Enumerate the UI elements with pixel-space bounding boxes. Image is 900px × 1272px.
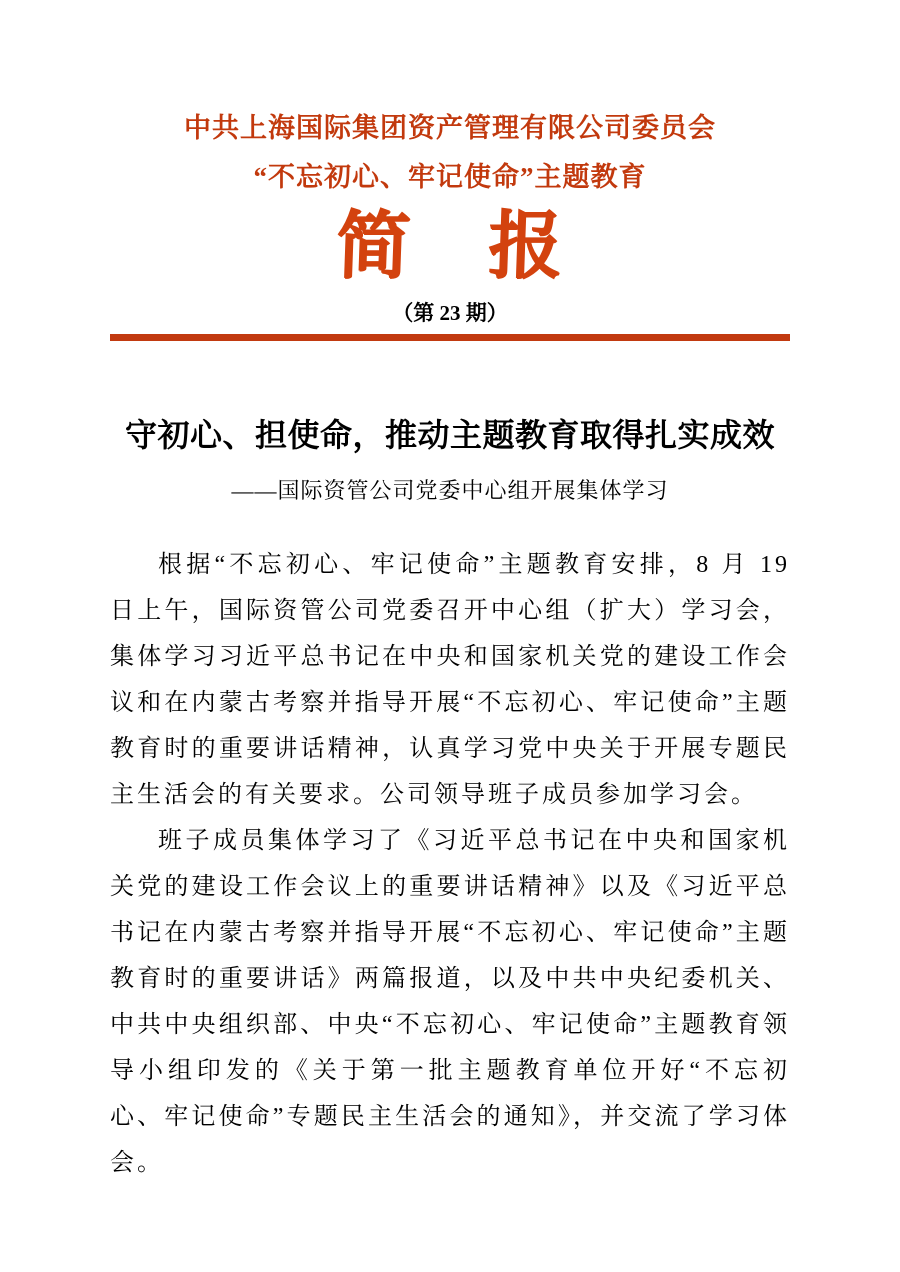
body-paragraph-2: 班子成员集体学习了《习近平总书记在中央和国家机关党的建设工作会议上的重要讲话精神》以及《习近平总书记在内蒙古考察并指导开展“不忘初心、牢记使命”主题教育时的重要讲话》两篇报道，以及中共中央纪委机关、中共中央组织部、中央“不忘初心、牢记使命”主题教育领导小组印发的《关于第一批主题教育单位开好“不忘初心、牢记使命”专题民主生活会的通知》，并交流了学习体会。 (110, 828, 790, 1177)
masthead-title: 简 报 (334, 206, 566, 288)
article-headline: 守初心、担使命，推动主题教育取得扎实成效 (124, 417, 775, 453)
body-paragraph-1: 根据“不忘初心、牢记使命”主题教育安排，8 月 19 日上午，国际资管公司党委召开中心组（扩大）学习会，集体学习习近平总书记在中央和国家机关党的建设工作会议和在内蒙古考察并指导开展“不忘初心、牢记使命”主题教育时的重要讲话精神，认真学习党中央关于开展专题民主生活会的有关要求。公司领导班子成员参加学习会。 (110, 552, 790, 809)
masthead-org-line-1: 中共上海国际集团资产管理有限公司委员会 (184, 113, 716, 143)
issue-number: （第 23 期） (392, 301, 508, 325)
masthead-divider-rule (110, 334, 790, 341)
masthead-org-line-2: “不忘初心、牢记使命”主题教育 (253, 162, 647, 192)
article (110, 415, 790, 1186)
article-body (110, 542, 790, 1186)
masthead (110, 112, 790, 341)
article-subheadline: ——国际资管公司党委中心组开展集体学习 (231, 478, 669, 504)
